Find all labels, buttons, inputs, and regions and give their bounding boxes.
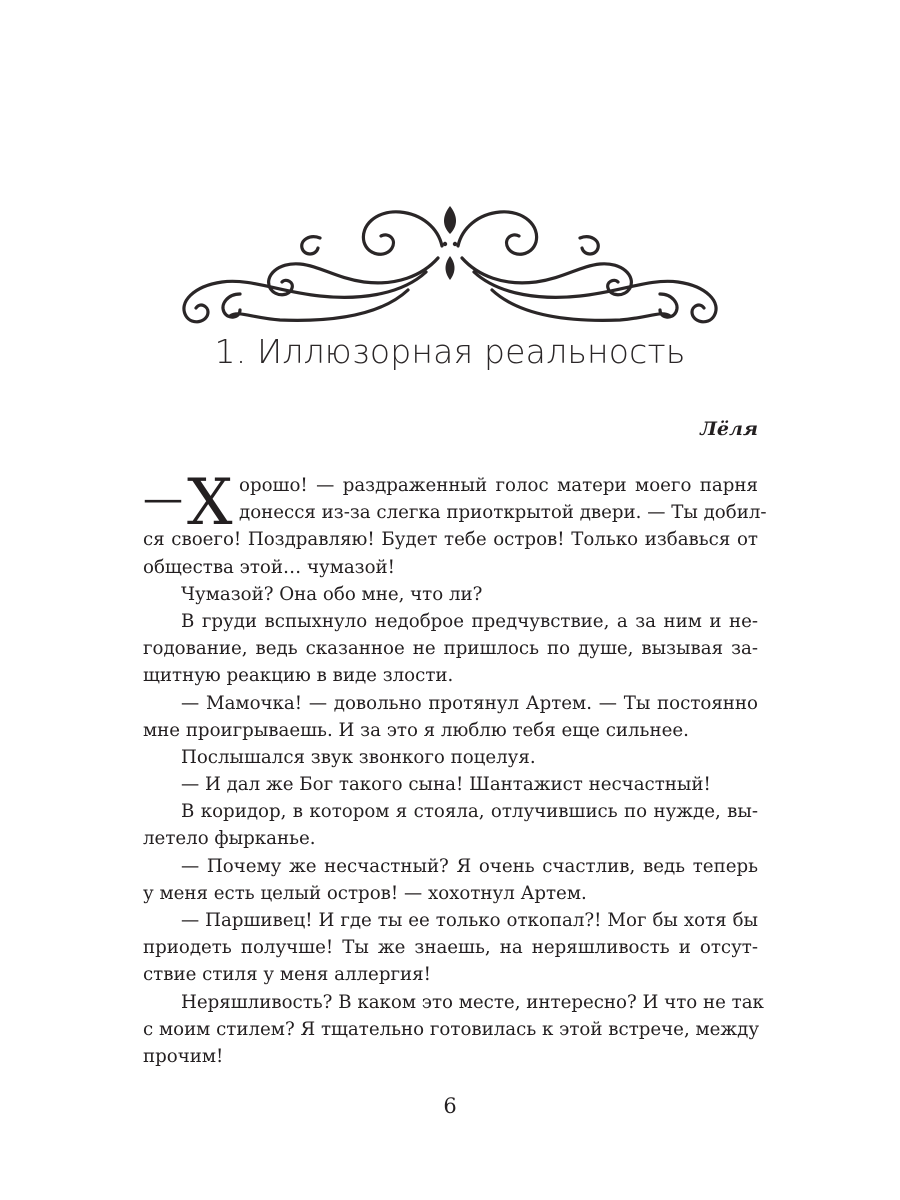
flourish-ornament-icon [160,198,740,338]
drop-cap-dash: — [143,476,183,522]
text-line: годование, ведь сказанное не пришлось по душе, вызывая за- [143,638,758,660]
text-line: приодеть получше! Ты же знаешь, на неряшливость и отсут- [143,937,758,959]
text-line: Чумазой? Она обо мне, что ли? [181,583,483,605]
chapter-body [143,466,767,1070]
text-line: ся своего! Поздравляю! Будет тебе остров! Только избавься от [143,529,758,551]
text-line: В коридор, в котором я стояла, отлучившись по нужде, вы- [181,801,758,823]
text-line: донесся из-за слегка приоткрытой двери. — Ты добил- [239,502,767,524]
text-line: у меня есть целый остров! — хохотнул Артем. [143,882,587,904]
text-line: щитную реакцию в виде злости. [143,665,454,687]
text-line: — И дал же Бог такого сына! Шантажист несчастный! [181,774,711,796]
text-line: ствие стиля у меня аллергия! [143,964,431,986]
drop-cap-letter: Х [187,466,233,540]
text-line: с моим стилем? Я тщательно готовилась к этой встрече, между [143,1018,760,1040]
text-line: — Мамочка! — довольно протянул Артем. — Ты постоянно [181,692,758,714]
text-line: общества этой… чумазой! [143,556,395,578]
text-line: прочим! [143,1045,224,1067]
text-line: орошо! — раздраженный голос матери моего парня [239,475,758,496]
text-line: летело фырканье. [143,828,316,850]
text-line: — Почему же несчастный? Я очень счастлив, ведь теперь [181,855,758,877]
drop-cap [143,466,233,540]
text-line: В груди вспыхнуло недоброе предчувствие, а за ним и не- [181,610,758,632]
text-line: мне проигрываешь. И за это я люблю тебя еще сильнее. [143,719,689,741]
text-line: — Паршивец! И где ты ее только откопал?! Мог бы хотя бы [181,910,758,931]
page-number: 6 [443,1094,457,1118]
text-line: Послышался звук звонкого поцелуя. [181,746,536,768]
chapter-speaker: Лёля [700,418,758,440]
chapter-title: 1. Иллюзорная реальность [214,332,686,371]
text-line: Неряшливость? В каком это месте, интересно? И что не так [181,991,764,1013]
